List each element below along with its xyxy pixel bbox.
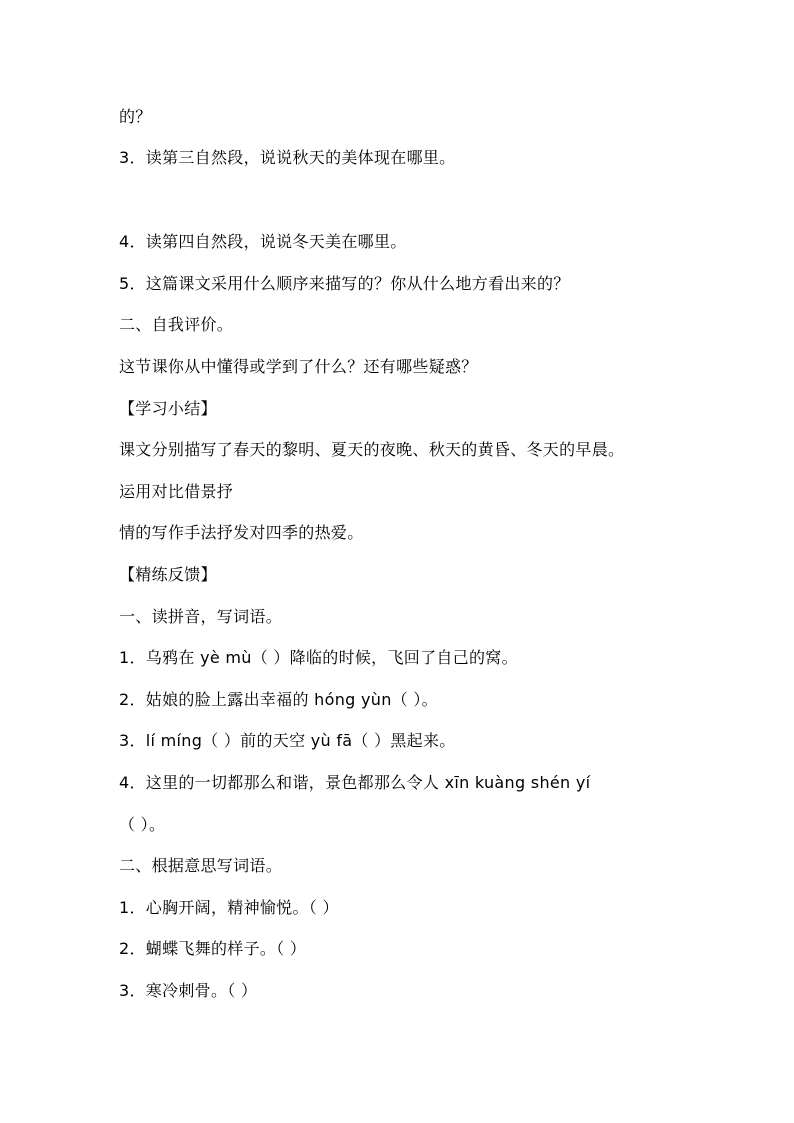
text-line: 的？	[119, 107, 152, 126]
exercise-heading-pinyin: 一、读拼音，写词语。	[119, 607, 283, 626]
summary-text: 课文分别描写了春天的黎明、夏天的夜晚、秋天的黄昏、冬天的早晨。	[119, 440, 625, 459]
pinyin-item-4: 4．这里的一切都那么和谐，景色都那么令人 xīn kuàng shén yí	[119, 773, 591, 792]
pinyin-item-4-cont: （ ）。	[119, 815, 166, 834]
question-4: 4．读第四自然段，说说冬天美在哪里。	[119, 232, 407, 251]
self-evaluation-prompt: 这节课你从中懂得或学到了什么？还有哪些疑惑？	[119, 357, 478, 376]
pinyin-item-1: 1．乌鸦在 yè mù（ ）降临的时候，飞回了自己的窝。	[119, 648, 518, 667]
question-3: 3．读第三自然段，说说秋天的美体现在哪里。	[119, 148, 456, 167]
meaning-item-3: 3．寒冷刺骨。（ ）	[119, 981, 258, 1000]
summary-text: 情的写作手法抒发对四季的热爱。	[119, 523, 364, 542]
pinyin-item-2: 2．姑娘的脸上露出幸福的 hóng yùn（ ）。	[119, 690, 438, 709]
question-5: 5．这篇课文采用什么顺序来描写的？你从什么地方看出来的？	[119, 274, 570, 293]
section-heading-practice: 【精练反馈】	[119, 565, 217, 584]
meaning-item-2: 2．蝴蝶飞舞的样子。（ ）	[119, 939, 307, 958]
meaning-item-1: 1．心胸开阔，精神愉悦。（ ）	[119, 898, 339, 917]
section-heading-self-evaluation: 二、自我评价。	[119, 315, 234, 334]
summary-text: 运用对比借景抒	[119, 482, 234, 501]
pinyin-item-3: 3．lí míng（ ）前的天空 yù fā（ ）黑起来。	[119, 731, 456, 750]
exercise-heading-meaning: 二、根据意思写词语。	[119, 856, 283, 875]
section-heading-summary: 【学习小结】	[119, 399, 217, 418]
